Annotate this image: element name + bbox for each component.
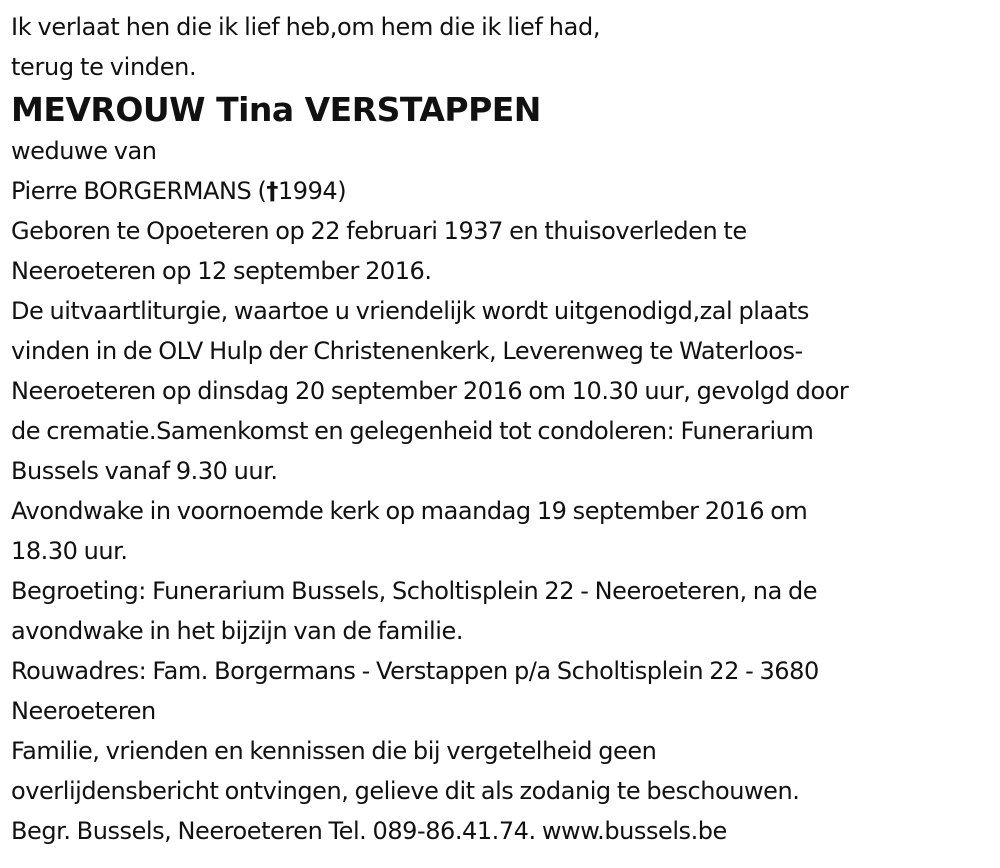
funeral-line-4: de crematie.Samenkomst en gelegenheid tot condoleren: Funerarium	[11, 417, 814, 445]
wake-line-1: Avondwake in voornoemde kerk op maandag 19 september 2016 om	[11, 497, 808, 525]
death-notice	[11, 7, 986, 851]
deceased-name: MEVROUW Tina VERSTAPPEN	[11, 90, 541, 129]
funeral-line-3: Neeroeteren op dinsdag 20 september 2016 om 10.30 uur, gevolgd door	[11, 377, 849, 405]
birth-death-line-1: Geboren te Opoeteren op 22 februari 1937 en thuisoverleden te	[11, 217, 747, 245]
funeral-line-2: vinden in de OLV Hulp der Christenenkerk, Leverenweg te Waterloos-	[11, 337, 803, 365]
funeral-line-1: De uitvaartliturgie, waartoe u vriendelijk wordt uitgenodigd,zal plaats	[11, 297, 809, 325]
address-line-1: Rouwadres: Fam. Borgermans - Verstappen p/a Scholtisplein 22 - 3680	[11, 657, 819, 685]
relation-label: weduwe van	[11, 137, 157, 165]
intro-verse-line-1: Ik verlaat hen die ik lief heb,om hem die ik lief had,	[11, 13, 601, 41]
spouse-death-year: 1994	[277, 177, 338, 205]
family-note-line-1: Familie, vrienden en kennissen die bij vergetelheid geen	[11, 737, 657, 765]
undertaker-contact-line: Begr. Bussels, Neeroeteren Tel. 089-86.41.74. www.bussels.be	[11, 817, 727, 845]
address-line-2: Neeroeteren	[11, 697, 156, 725]
funeral-line-5: Bussels vanaf 9.30 uur.	[11, 457, 278, 485]
greeting-line-2: avondwake in het bijzijn van de familie.	[11, 617, 463, 645]
greeting-line-1: Begroeting: Funerarium Bussels, Scholtisplein 22 - Neeroeteren, na de	[11, 577, 818, 605]
spouse-name: Pierre BORGERMANS	[11, 177, 252, 205]
intro-verse-line-2: terug te vinden.	[11, 53, 197, 81]
cross-icon: †	[266, 177, 278, 205]
wake-line-2: 18.30 uur.	[11, 537, 128, 565]
birth-death-line-2: Neeroeteren op 12 september 2016.	[11, 257, 432, 285]
family-note-line-2: overlijdensbericht ontvingen, gelieve dit als zodanig te beschouwen.	[11, 777, 800, 805]
spouse-line: Pierre BORGERMANS (†1994)	[11, 177, 347, 205]
